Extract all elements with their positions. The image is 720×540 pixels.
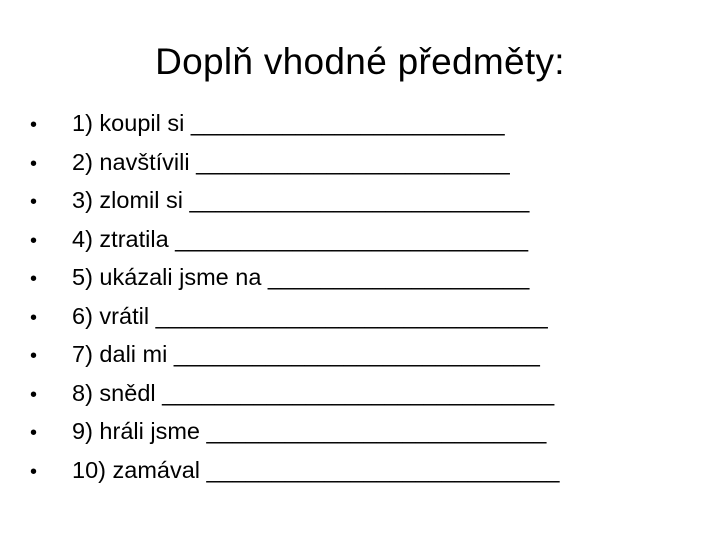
list-item [30,297,700,336]
list-item-text: 5) ukázali jsme na ____________________ [72,264,530,290]
bullet-icon: • [30,268,38,290]
bullet-icon: • [30,152,38,175]
list-item-text: 2) navštívili ________________________ [72,148,510,175]
bullet-icon: • [30,191,38,213]
bullet-icon: • [30,229,38,252]
bullet-icon: • [30,345,38,367]
list-item-text: 10) zamával ___________________________ [72,456,560,483]
bullet-icon: • [30,422,38,444]
exercise-list [30,104,700,489]
list-item-text: 1) koupil si ________________________ [72,110,505,136]
list-item-text: 6) vrátil ______________________________ [72,302,548,329]
list-item-text: 4) ztratila ___________________________ [72,225,529,252]
list-item-text: 8) snědl ______________________________ [72,379,555,406]
list-item [30,181,700,220]
bullet-icon: • [30,114,38,136]
list-item [30,143,700,182]
list-item [30,104,700,143]
list-item [30,335,700,374]
list-item [30,412,700,451]
list-item-text: 7) dali mi ____________________________ [72,341,540,367]
slide-title: Doplň vhodné předměty: [155,41,565,82]
bullet-icon: • [30,460,38,483]
list-item-text: 3) zlomil si __________________________ [72,187,530,213]
list-item [30,374,700,413]
list-item-text: 9) hráli jsme __________________________ [72,418,547,444]
list-item [30,258,700,297]
list-item [30,220,700,259]
list-item [30,451,700,490]
bullet-icon: • [30,383,38,406]
bullet-icon: • [30,306,38,329]
